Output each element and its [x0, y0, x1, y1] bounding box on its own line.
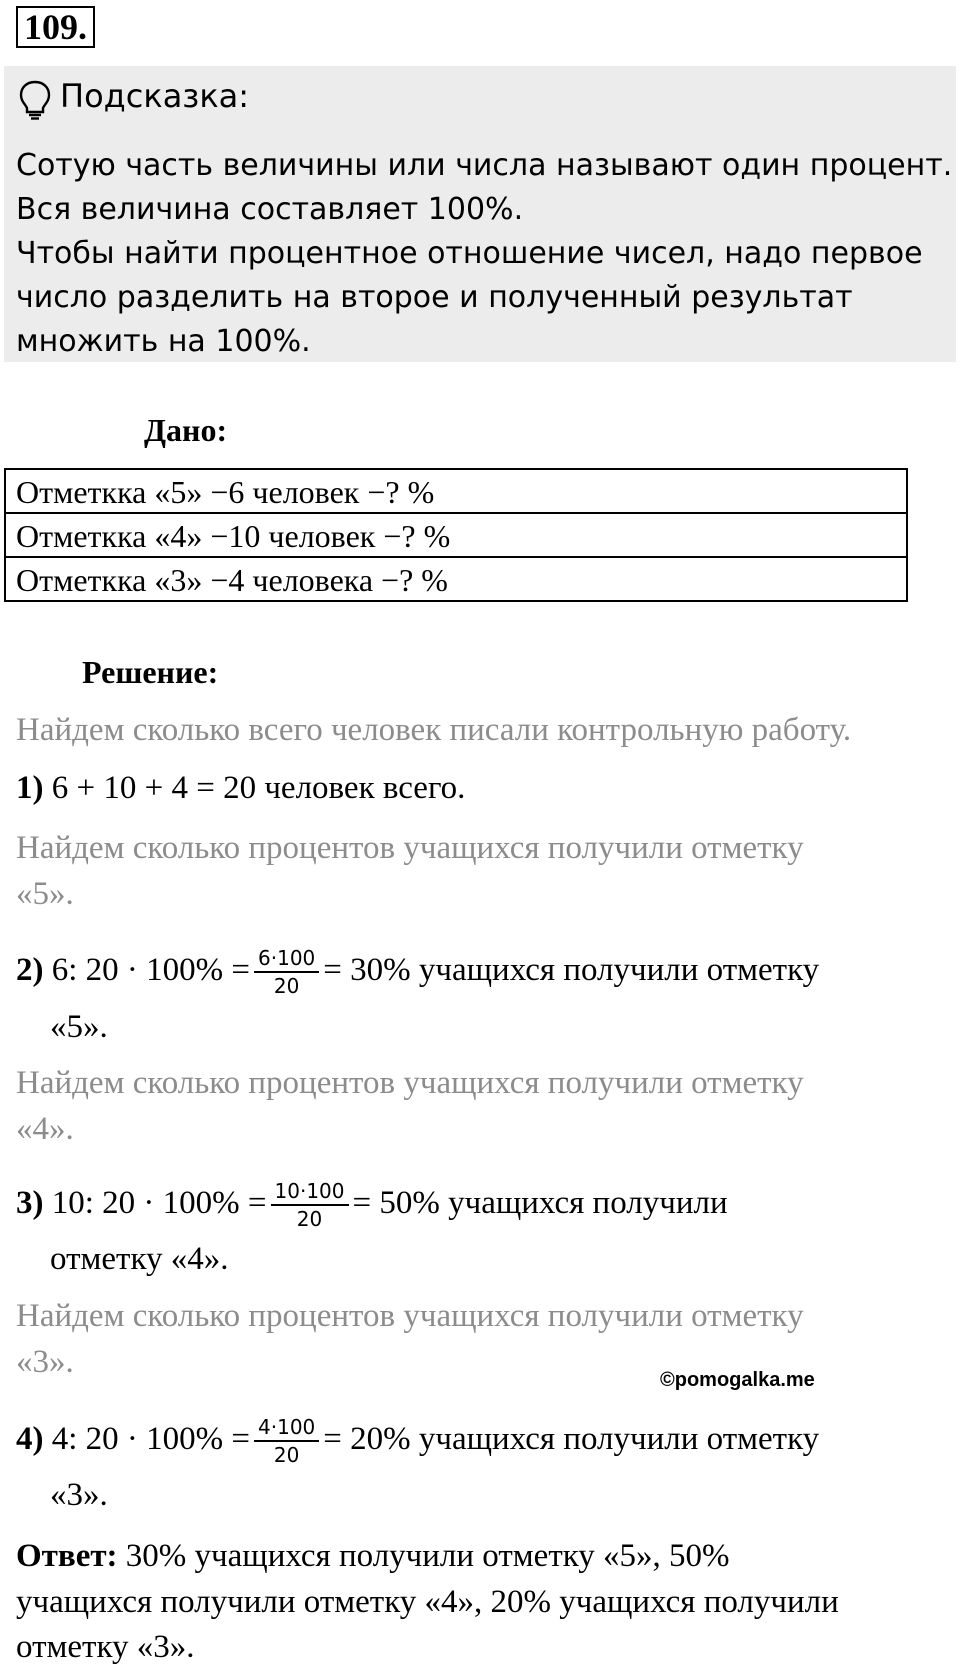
- fraction-numerator: 4·100: [254, 1416, 319, 1442]
- hint-line: множить на 100%.: [16, 324, 311, 359]
- step3-line: [16, 1173, 728, 1233]
- step4-line: [16, 1409, 819, 1469]
- given-cell: Отметкка «5» −6 человек −? %: [5, 469, 907, 513]
- step4-result: = 20% учащихся получили отметку: [323, 1421, 820, 1457]
- step3-note-line2: «4».: [16, 1111, 74, 1147]
- solution-title: Решение:: [82, 654, 219, 690]
- given-table: [4, 468, 908, 602]
- hint-line: число разделить на второе и полученный результат: [16, 280, 853, 315]
- fraction-numerator: 10·100: [271, 1180, 349, 1206]
- task-number: 109.: [16, 6, 95, 48]
- step4-expression: 4: 20 · 100% =: [51, 1421, 251, 1457]
- given-row: [5, 469, 907, 513]
- answer-text-1: 30% учащихся получили отметку «5», 50%: [117, 1538, 730, 1574]
- step1-text: 6 + 10 + 4 = 20 человек всего.: [51, 770, 466, 806]
- step2-label: 2): [16, 952, 44, 988]
- answer-line3: отметку «3».: [16, 1629, 195, 1665]
- step1-label: 1): [16, 770, 44, 806]
- step2-expression: 6: 20 · 100% =: [51, 952, 251, 988]
- fraction-numerator: 6·100: [254, 947, 319, 973]
- given-row: [5, 513, 907, 557]
- step2-fraction: [254, 947, 319, 997]
- hint-text: [16, 144, 953, 364]
- watermark: ©pomogalka.me: [660, 1369, 815, 1391]
- step3-fraction: [271, 1180, 349, 1230]
- step3-result: = 50% учащихся получили: [352, 1185, 728, 1221]
- hint-line: Сотую часть величины или числа называют один процент.: [16, 148, 953, 183]
- step3-note-line1: Найдем сколько процентов учащихся получили отметку: [16, 1065, 804, 1101]
- answer-label: Ответ:: [16, 1538, 118, 1574]
- hint-line: Вся величина составляет 100%.: [16, 192, 524, 227]
- step4-label: 4): [16, 1421, 44, 1457]
- fraction-denominator: 20: [273, 1443, 300, 1468]
- given-cell: Отметкка «4» −10 человек −? %: [5, 513, 907, 557]
- step4-fraction: [254, 1416, 319, 1466]
- step2-note-line1: Найдем сколько процентов учащихся получили отметку: [16, 830, 804, 866]
- step2-result: = 30% учащихся получили отметку: [323, 952, 820, 988]
- hint-line: Чтобы найти процентное отношение чисел, надо первое: [16, 236, 923, 271]
- step1-line: [16, 765, 465, 811]
- given-title: Дано:: [144, 412, 228, 448]
- hint-panel: [4, 66, 956, 362]
- step4-note-line2: «3».: [16, 1344, 74, 1380]
- step2-line: [16, 940, 819, 1000]
- given-cell: Отметкка «3» −4 человека −? %: [5, 557, 907, 601]
- step0-note: Найдем сколько всего человек писали контрольную работу.: [16, 712, 852, 748]
- given-row: [5, 557, 907, 601]
- fraction-denominator: 20: [296, 1207, 323, 1232]
- step2-continuation: «5».: [50, 1009, 108, 1045]
- step3-continuation: отметку «4».: [50, 1241, 229, 1277]
- hint-title: Подсказка:: [60, 77, 250, 115]
- step2-note-line2: «5».: [16, 876, 74, 912]
- answer-line2: учащихся получили отметку «4», 20% учащихся получили: [16, 1584, 839, 1620]
- lightbulb-icon: [18, 80, 52, 120]
- step4-note-line1: Найдем сколько процентов учащихся получили отметку: [16, 1298, 804, 1334]
- step4-continuation: «3».: [50, 1477, 108, 1513]
- step3-label: 3): [16, 1185, 44, 1221]
- fraction-denominator: 20: [273, 974, 300, 999]
- step3-expression: 10: 20 · 100% =: [51, 1185, 267, 1221]
- answer-line1: [16, 1533, 730, 1579]
